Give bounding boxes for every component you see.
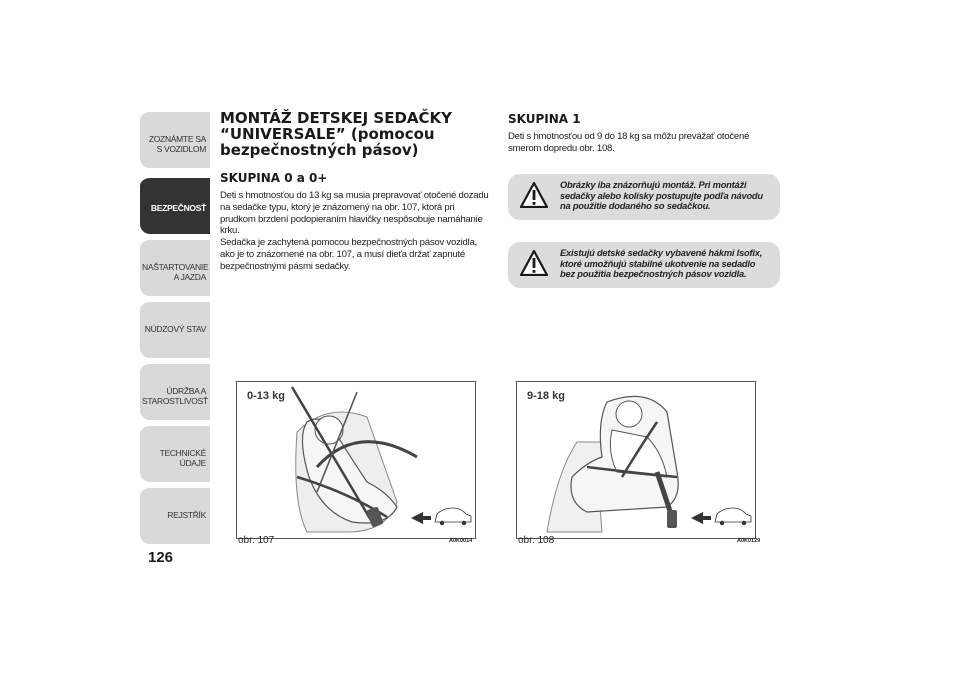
group-1-heading: SKUPINA 1 [508,112,581,126]
section-heading: MONTÁŽ DETSKEJ SEDAČKY “UNIVERSALE” (pomocou bezpečnostných pásov) [220,109,453,159]
figure-code: A0K0129 [737,538,761,544]
warning-icon [520,182,548,208]
weight-label: 0-13 kg [247,390,285,402]
warning-box-1 [508,174,780,220]
group-0-heading: SKUPINA 0 a 0+ [220,171,328,185]
car-direction-icon [517,382,756,539]
tab-udrzba[interactable]: ÚDRŽBA A STAROSTLIVOSŤ [140,362,210,420]
group-1-paragraph: Deti s hmotnosťou od 9 do 18 kg sa môžu prevážať otočené smerom dopredu obr. 108. [508,131,750,154]
page-number: 126 [148,549,174,566]
warning-text-1: Obrázky iba znázorňujú montáž. Pri montáži sedačky alebo kolísky postupujte podľa návodu na použitie dodaného so sedačkou. [560,180,763,211]
figure-caption: obr. 107 [238,535,275,546]
figure-107 [236,381,476,539]
tab-nudzovy-stav[interactable]: NÚDZOVÝ STAV [140,300,210,358]
tab-bezpecnost[interactable]: BEZPEČNOSŤ [140,176,210,234]
car-direction-icon [237,382,476,539]
warning-icon [520,250,548,276]
figure-108 [516,381,756,539]
tab-nastartovanie[interactable]: NAŠTARTOVANIE A JAZDA [140,238,210,296]
tab-technicke-udaje[interactable]: TECHNICKÉ ÚDAJE [140,424,210,482]
tab-rejstrik[interactable]: REJSTŘÍK [140,486,210,544]
tab-zoznamte[interactable]: ZOZNÁMTE SA S VOZIDLOM [140,110,210,168]
weight-label: 9-18 kg [527,390,565,402]
figure-code: A0K0014 [449,538,473,544]
warning-box-2 [508,242,780,288]
group-0-paragraph-2: Sedačka je zachytená pomocou bezpečnostných pásov vozidla, ako je to znázornené na obr. 107, a musí dieťa držať zapnuté bezpečnostnými pásmi sedačky. [220,237,477,272]
group-0-paragraph-1: Deti s hmotnosťou do 13 kg sa musia prepravovať otočené dozadu na sedačke typu, ktorý je znázornený na obr. 107, ktorá pri prudkom brzdení podopieraním hlavičky nespôsobuje namáhanie krku. [220,190,489,237]
warning-text-2: Existujú detské sedačky vybavené hákmi Isofix, ktoré umožňujú stabilné ukotvenie na sedadlo bez použitia bezpečnostných pásov vozidla. [560,248,763,279]
figure-caption: obr. 108 [518,535,555,546]
